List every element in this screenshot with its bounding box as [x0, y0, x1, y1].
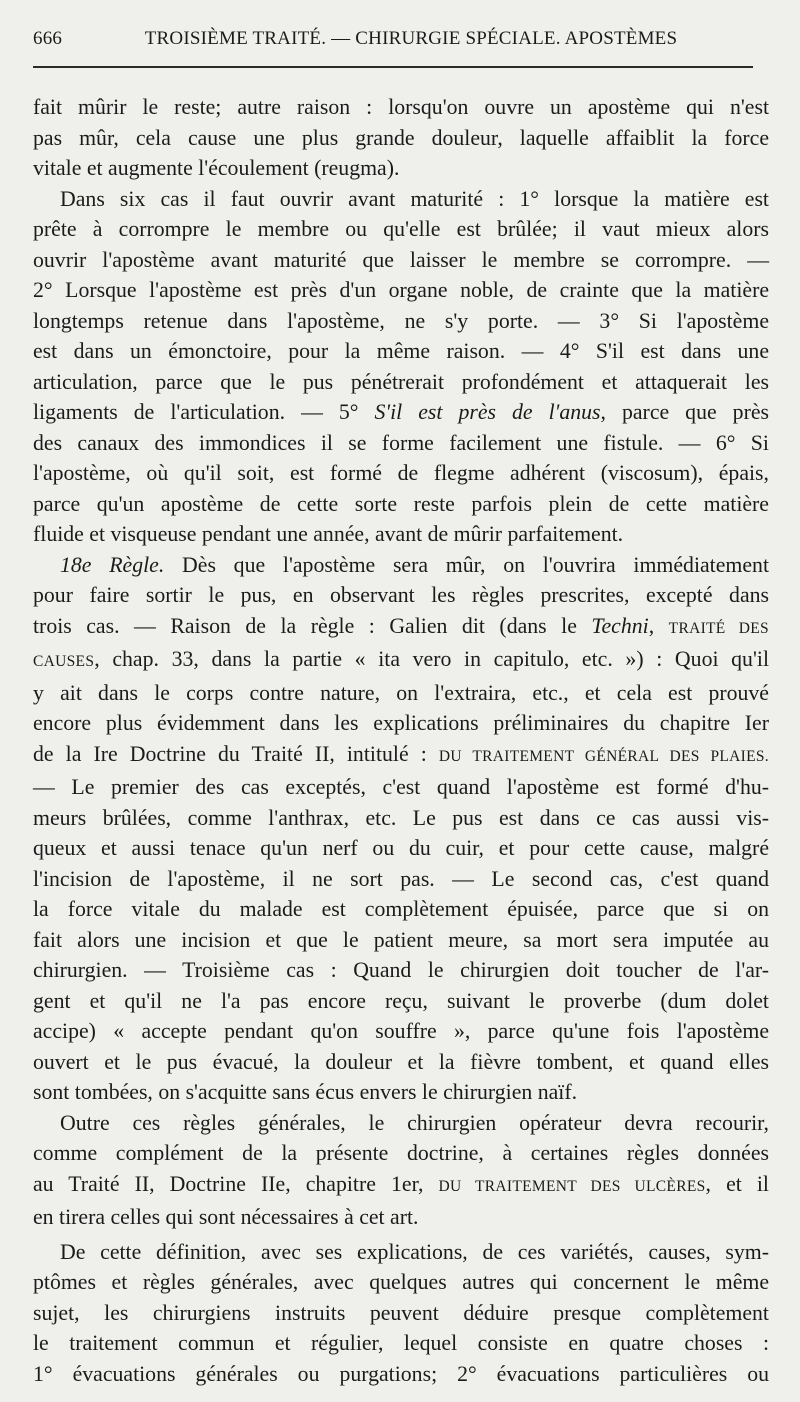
text-line: y ait dans le corps contre nature, on l'extraira, etc., et cela est prouvé [33, 680, 769, 705]
text-line: chirurgien. — Troisième cas : Quand le chirurgien doit toucher de l'ar- [33, 958, 769, 982]
text-line: De cette définition, avec ses explications, de ces variétés, causes, sym- [60, 1239, 769, 1264]
running-title: TROISIÈME TRAITÉ. — CHIRURGIE SPÉCIALE. APOSTÈMES [144, 28, 678, 49]
text-line: ouvert et le pus évacué, la douleur et la fièvre tombent, et quand elles [33, 1049, 769, 1074]
body-text [33, 92, 769, 1389]
text-line [33, 550, 769, 581]
italic-phrase: S'il est près de l'anus [374, 400, 601, 424]
text-line [33, 1169, 769, 1203]
text-line: sont tombées, on s'acquitte sans écus envers le chirurgien naïf. [33, 1080, 578, 1104]
text-run: ligaments de l'articulation. — 5° [33, 400, 375, 424]
text-line: meurs brûlées, comme l'anthrax, etc. Le pus est dans ce cas aussi vis- [33, 805, 769, 830]
text-line: le traitement commun et régulier, lequel consiste en quatre choses : [33, 1331, 769, 1355]
text-line: articulation, parce que le pus pénétrerait profondément et attaquerait les [33, 369, 769, 394]
small-caps-title: CAUSES [33, 653, 95, 670]
text-run: , chap. 33, dans la partie « ita vero in capitulo, etc. ») : Quoi qu'il [94, 647, 769, 671]
text-line: l'apostème, où qu'il soit, est formé de flegme adhérent (viscosum), épais, [33, 461, 769, 485]
text-line: fluide et visqueuse pendant une année, avant de mûrir parfaitement. [33, 522, 624, 546]
text-line: pas mûr, cela cause une plus grande douleur, laquelle affaiblit la force [33, 125, 769, 150]
page-number: 666 [33, 28, 63, 49]
text-line: en tirera celles qui sont nécessaires à cet art. [33, 1205, 419, 1229]
text-line: accipe) « accepte pendant qu'on souffre », parce qu'une fois l'apostème [33, 1019, 769, 1043]
header-rule [33, 66, 753, 68]
text-line: longtemps retenue dans l'apostème, ne s'y porte. — 3° Si l'apostème [33, 308, 769, 333]
text-line: des canaux des immondices il se forme facilement une fistule. — 6° Si [33, 430, 769, 455]
small-caps-title: TRAITÉ DES [668, 619, 769, 637]
text-run: , et il [705, 1171, 769, 1196]
text-run: de la Ire Doctrine du Traité II, intitulé : [33, 741, 439, 766]
text-line: fait mûrir le reste; autre raison : lorsqu'on ouvre un apostème qui n'est [33, 95, 769, 119]
text-line: l'incision de l'apostème, il ne sort pas. — Le second cas, c'est quand [33, 866, 769, 891]
italic-title: Techni [591, 613, 649, 638]
text-run: , [648, 613, 669, 638]
text-line: sujet, les chirurgiens instruits peuvent déduire presque complètement [33, 1300, 769, 1325]
text-run: au Traité II, Doctrine IIe, chapitre 1er, [33, 1171, 439, 1196]
text-line [33, 739, 769, 773]
running-header [33, 28, 753, 50]
text-run: Dès que l'apostème sera mûr, on l'ouvrira immédiatement [164, 552, 769, 577]
text-line: parce qu'un apostème de cette sorte reste parfois plein de cette matière [33, 491, 769, 516]
rule-heading: 18e Règle. [60, 552, 165, 577]
text-line: ptômes et règles générales, avec quelques autres qui concernent le même [33, 1270, 769, 1294]
text-run: trois cas. — Raison de la règle : Galien dit (dans le [33, 613, 592, 638]
text-line: gent et qu'il ne l'a pas encore reçu, suivant le proverbe (dum dolet [33, 988, 769, 1013]
text-line: ouvrir l'apostème avant maturité que laisser le membre se corrompre. — [33, 247, 769, 272]
text-line [33, 644, 769, 678]
text-line [33, 397, 769, 428]
text-line: 1° évacuations générales ou purgations; 2° évacuations particulières ou [33, 1361, 769, 1386]
text-line: fait alors une incision et que le patient meure, sa mort sera imputée au [33, 927, 769, 952]
text-line: la force vitale du malade est complètement épuisée, parce que si on [33, 897, 769, 921]
text-line: prête à corrompre le membre ou qu'elle est brûlée; il vaut mieux alors [33, 217, 769, 241]
text-line: encore plus évidemment dans les explications préliminaires du chapitre Ier [33, 711, 769, 735]
small-caps-title: DU TRAITEMENT GÉNÉRAL DES PLAIES. [438, 747, 769, 765]
text-line: vitale et augmente l'écoulement (reugma). [33, 156, 400, 180]
text-line: 2° Lorsque l'apostème est près d'un organe noble, de crainte que la matière [33, 278, 769, 302]
text-line: pour faire sortir le pus, en observant les règles prescrites, excepté dans [33, 583, 769, 607]
small-caps-title: DU TRAITEMENT DES ULCÈRES [438, 1177, 706, 1195]
text-line: — Le premier des cas exceptés, c'est quand l'apostème est formé d'hu- [33, 775, 769, 799]
text-line: Outre ces règles générales, le chirurgien opérateur devra recourir, [60, 1110, 769, 1135]
text-run: , parce que près [600, 400, 769, 424]
text-line: est dans un émonctoire, pour la même raison. — 4° S'il est dans une [33, 339, 769, 363]
text-line: queux et aussi tenace qu'un nerf ou du cuir, et pour cette cause, malgré [33, 836, 769, 860]
text-line: comme complément de la présente doctrine, à certaines règles données [33, 1141, 769, 1165]
text-line [33, 611, 769, 645]
text-line: Dans six cas il faut ouvrir avant maturité : 1° lorsque la matière est [60, 186, 769, 211]
